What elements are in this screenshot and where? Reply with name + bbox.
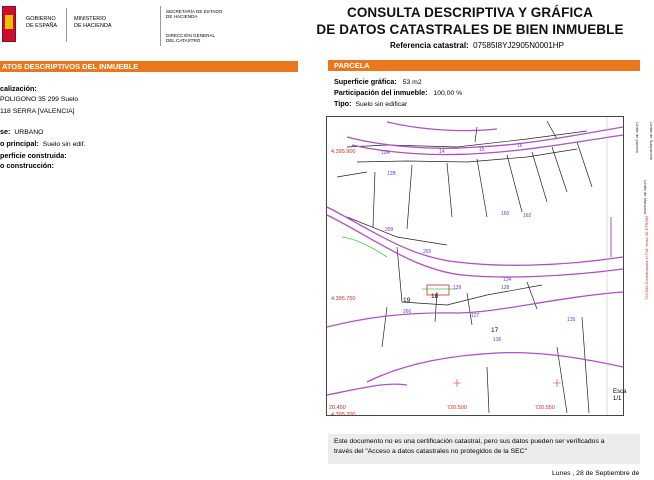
tipo-row: Tipo: Suelo sin edificar [334, 99, 408, 108]
parcel-number: 160 [501, 211, 510, 217]
document-title: CONSULTA DESCRIPTIVA Y GRÁFICA DE DATOS CATASTRALES DE BIEN INMUEBLE [316, 5, 624, 37]
legend-item: Límite de parcela [635, 122, 640, 153]
parcel-number: 19 [403, 297, 411, 304]
grid-crosses [453, 379, 561, 387]
cadastral-map[interactable] [326, 116, 627, 418]
descriptive-data-bar: ATOS DESCRIPTIVOS DEL INMUEBLE [0, 61, 298, 72]
y-label-3: 4.395.700 [331, 412, 356, 418]
parcel-number: 265 [423, 249, 432, 255]
parcel-number: 139 [453, 285, 462, 291]
direccion-name: DIRECCIÓN GENERAL DEL CATASTRO [166, 33, 216, 44]
header-divider [66, 8, 67, 42]
uso-row: o principal: Suelo sin edif. [0, 139, 86, 148]
ministry-name: MINISTERIO DE HACIENDA [74, 16, 112, 29]
coat-of-arms-icon [2, 6, 16, 42]
parcel-number: 162 [523, 213, 532, 219]
header-divider-2 [160, 6, 161, 46]
parcela-bar: PARCELA [328, 60, 640, 71]
gobierno-logo-text: GOBIERNO DE ESPAÑA [26, 16, 58, 29]
parcel-number: 266 [403, 309, 412, 315]
parcel-number: 15 [479, 147, 485, 153]
parcel-number: 135 [567, 317, 576, 323]
parcel-number: 128 [501, 285, 510, 291]
utm-coordinate-note: 720.500 Coordenadas U.T.M. Huso 30 ETRS89 [644, 215, 649, 300]
legend-item: Límite de Subparcela [649, 122, 654, 160]
parcel-number: 12B [387, 171, 396, 177]
parcel-number: 17 [491, 327, 499, 334]
y-label-2: 4.395.750 [331, 296, 356, 302]
secretaria-name: SECRETARÍA DE ESTADO DE HACIENDA [166, 9, 223, 20]
cadastral-reference: Referencia catastral: 07585I8YJ2905N0001HP [390, 41, 564, 50]
x-label-3: 720.550 [535, 405, 555, 411]
legend-item: Límite de Manzana [643, 180, 648, 215]
parcel-number: 18 [431, 293, 439, 300]
verification-notice: Este documento no es una certificación catastral, pero sus datos pueden ser verificados a través del "Acceso a datos catastrales no protegidos de la SEC" [328, 434, 640, 464]
parcel-number: 299 [385, 227, 394, 233]
parcel-boundaries [337, 121, 592, 413]
footer-date: Lunes , 28 de Septiembre de [552, 470, 640, 477]
parcel-number: 134 [503, 277, 512, 283]
parcel-number: 127 [471, 313, 480, 319]
ano-construccion-label: o construcción: [0, 161, 54, 170]
address-line-1: POLIGONO 35 299 Suelo [0, 96, 79, 103]
parcel-number: 14 [439, 149, 445, 155]
clase-row: se: URBANO [0, 127, 44, 136]
participacion-row: Participación del inmueble: 100,00 % [334, 88, 463, 97]
superficie-construida-label: perficie construida: [0, 151, 67, 160]
parcel-number: 16 [517, 143, 523, 149]
map-drawing [327, 117, 623, 415]
map-scale: Esca 1/1 [613, 389, 627, 402]
localizacion-label: calización: [0, 84, 37, 93]
parcel-number: 12A [381, 150, 390, 156]
y-label-1: 4.395.900 [331, 149, 356, 155]
x-label-2: 720.500 [447, 405, 467, 411]
address-line-2: 118 SERRA [VALENCIA] [0, 108, 75, 115]
road-boundaries [327, 122, 623, 395]
x-label-1: 20.450 [329, 405, 346, 411]
superficie-grafica-row: Superficie gráfica: 53 m2 [334, 77, 422, 86]
parcel-number: 136 [493, 337, 502, 343]
